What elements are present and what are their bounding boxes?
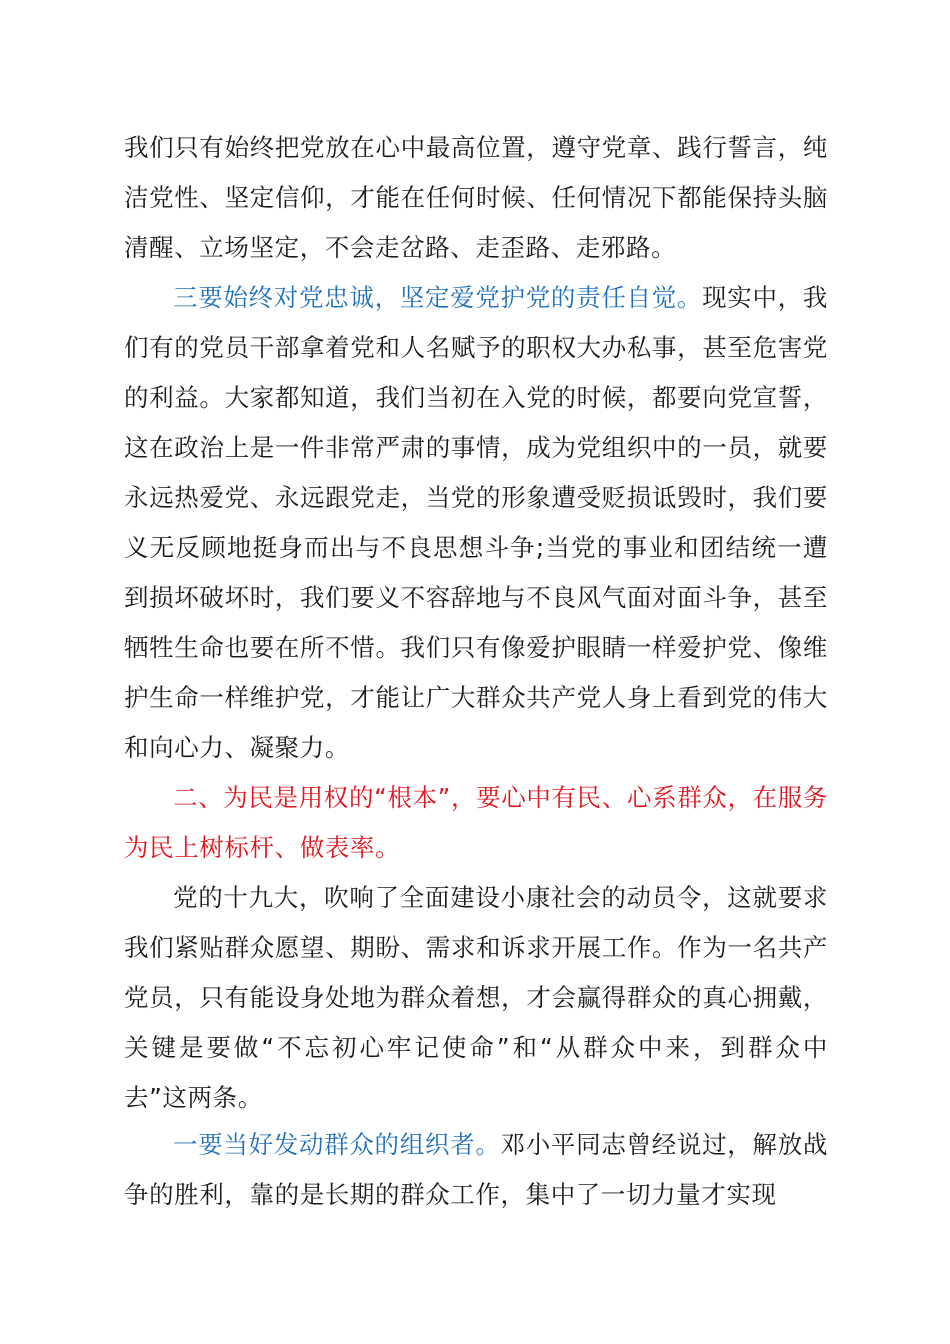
point-three-heading: 三要始终对党忠诚，坚定爱党护党的责任自觉。: [173, 283, 703, 312]
paragraph-intro: [124, 873, 828, 1123]
paragraph-point-three: [124, 273, 828, 773]
paragraph-point-one: [124, 1120, 828, 1220]
section-two-heading: [124, 773, 828, 873]
section-heading-text: 二、为民是用权的“根本”，要心中有民、心系群众，在服务为民上树标杆、做表率。: [124, 783, 828, 862]
point-one-heading: 一要当好发动群众的组织者。: [173, 1130, 501, 1159]
paragraph-text: 现实中，我们有的党员干部拿着党和人名赋予的职权大办私事，甚至危害党的利益。大家都知道，我们当初在入党的时候，都要向党宣誓，这在政治上是一件非常严肃的事情，成为党组织中的一员，就要永远热爱党、永远跟党走，当党的形象遭受贬损诋毁时，我们要义无反顾地挺身而出与不良思想斗争;当党的事业和团结统一遭到损坏破坏时，我们要义不容辞地与不良风气面对面斗争，甚至牺牲生命也要在所不惜。我们只有像爱护眼睛一样爱护党、像维护生命一样维护党，才能让广大群众共产党人身上看到党的伟大和向心力、凝聚力。: [124, 283, 828, 762]
paragraph-text: 邓小平同志曾经说过，解放战争的胜利，靠的是长期的群众工作，集中了一切力量才实现: [124, 1130, 828, 1209]
paragraph-text: 党的十九大，吹响了全面建设小康社会的动员令，这就要求我们紧贴群众愿望、期盼、需求和诉求开展工作。作为一名共产党员，只有能设身处地为群众着想，才会赢得群众的真心拥戴，关键是要做“不忘初心牢记使命”和“从群众中来，到群众中去”这两条。: [124, 883, 828, 1112]
paragraph-continuation: [124, 123, 828, 273]
paragraph-text: 我们只有始终把党放在心中最高位置，遵守党章、践行誓言，纯洁党性、坚定信仰，才能在任何时候、任何情况下都能保持头脑清醒、立场坚定，不会走岔路、走歪路、走邪路。: [124, 133, 828, 262]
